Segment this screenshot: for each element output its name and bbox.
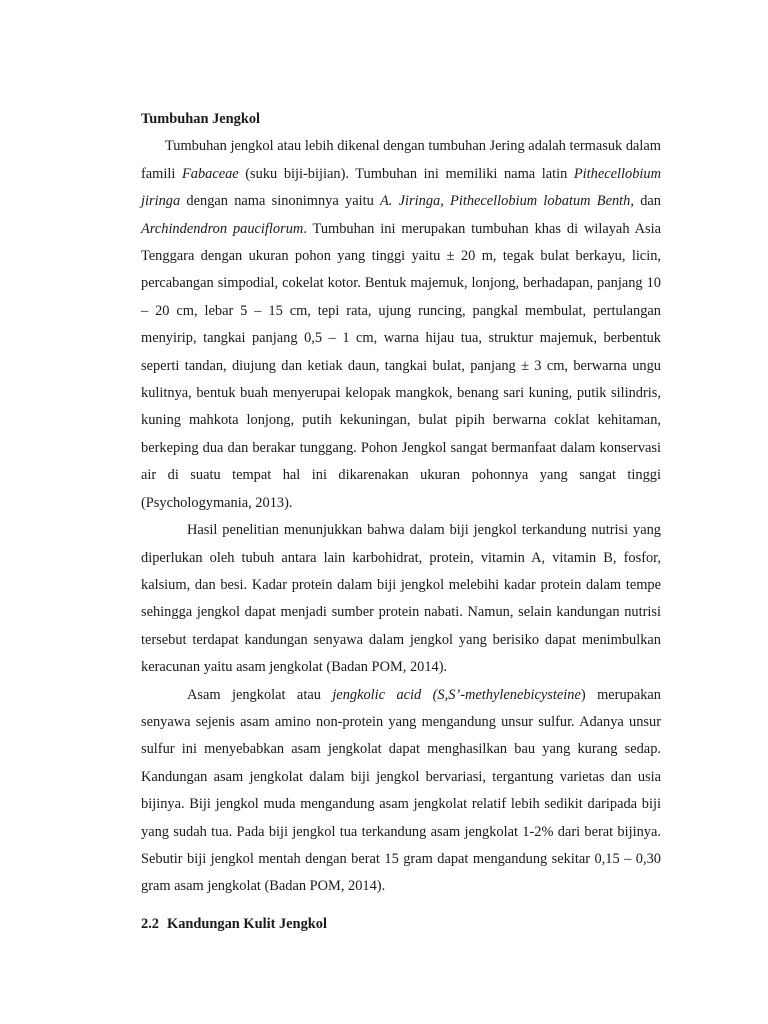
- text-run: dengan nama sinonimnya yaitu: [180, 193, 381, 210]
- italic-compound-name: jengkolic acid (S,S’-methylenebicysteine: [332, 686, 581, 703]
- text-run: Tumbuhan jengkol atau lebih dikenal dengan tumbuhan Jering adalah termasuk dalam famili: [141, 138, 661, 182]
- text-run: (suku biji-bijian). Tumbuhan ini memiliki nama latin: [238, 165, 574, 182]
- paragraph-jengkolic-acid: [141, 682, 661, 901]
- paragraph-plant-description: [141, 133, 661, 517]
- italic-family-name: Fabaceae: [181, 165, 239, 182]
- italic-latin-name: Pithecellobium jiringa: [141, 165, 661, 210]
- italic-synonyms: A. Jiringa, Pithecellobium lobatum Benth,: [380, 193, 634, 210]
- italic-synonym-archindendron: Archindendron pauciflorum: [141, 220, 304, 237]
- subsection-heading: Tumbuhan Jengkol: [141, 111, 261, 127]
- section-title: Kandungan Kulit Jengkol: [167, 915, 327, 932]
- text-run: dan: [633, 193, 661, 210]
- paragraph-nutrition: Hasil penelitian menunjukkan bahwa dalam biji jengkol terkandung nutrisi yang diperlukan oleh tubuh antara lain karbohidrat, protein, vitamin A, vitamin B, fosfor, kalsium, dan besi. Kadar protein dalam biji jengkol melebihi kadar protein dalam tempe sehingga jengkol dapat menjadi sumber protein nabati. Namun, selain kandungan nutrisi tersebut terdapat kandungan senyawa dalam jengkol yang berisiko dapat menimbulkan keracunan yaitu asam jengkolat (Badan POM, 2014).: [141, 522, 661, 676]
- text-run: Asam jengkolat atau: [187, 686, 333, 703]
- text-run: ) merupakan senyawa sejenis asam amino non-protein yang mengandung unsur sulfur. Adanya unsur sulfur ini menyebabkan asam jengkolat dapat menghasilkan bau yang kurang sedap. Kandungan asam jengkolat dalam biji jengkol bervariasi, tergantung varietas dan usia bijinya. Biji jengkol muda mengandung asam jengkolat relatif lebih sedikit daripada biji yang sudah tua. Pada biji jengkol tua terkandung asam jengkolat 1-2% dari berat bijinya. Sebutir biji jengkol mentah dengan berat 15 gram dapat mengandung sekitar 0,15 – 0,30 gram asam jengkolat (Badan POM, 2014).: [141, 686, 661, 895]
- section-number: 2.2: [141, 915, 159, 932]
- section-heading: [141, 911, 661, 938]
- document-page: [141, 106, 661, 953]
- text-run: . Tumbuhan ini merupakan tumbuhan khas di wilayah Asia Tenggara dengan ukuran pohon yang tinggi yaitu ± 20 m, tegak bulat berkayu, licin, percabangan simpodial, cokelat kotor. Bentuk majemuk, lonjong, berhadapan, panjang 10 – 20 cm, lebar 5 – 15 cm, tepi rata, ujung runcing, pangkal membulat, pertulangan menyirip, tangkai panjang 0,5 – 1 cm, warna hijau tua, struktur majemuk, berbentuk seperti tandan, diujung dan ketiak daun, tangkai bulat, panjang ± 3 cm, berwarna ungu kulitnya, bentuk buah menyerupai kelopak mangkok, benang sari kuning, putik silindris, kuning mahkota lonjong, putih kekuningan, bulat pipih berwarna coklat kehitaman, berkeping dua dan berakar tunggang. Pohon Jengkol sangat bermanfaat dalam konservasi air di suatu tempat hal ini dikarenakan ukuran pohonnya yang sangat tinggi (Psychologymania, 2013).: [141, 220, 661, 511]
